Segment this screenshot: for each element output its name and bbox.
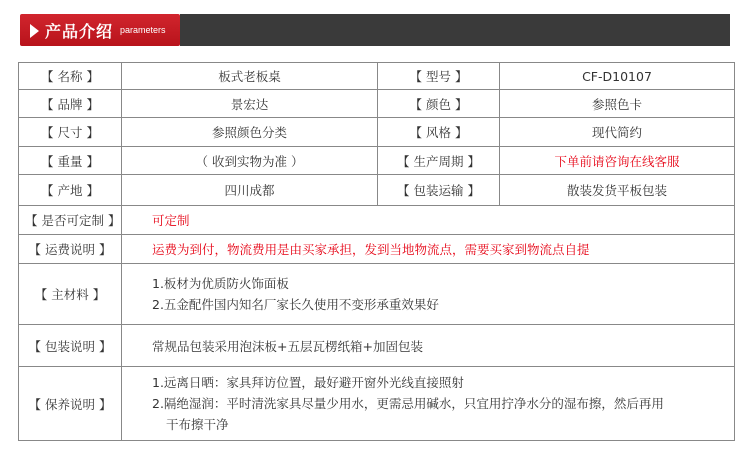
brand-label: 【 品牌 】 xyxy=(19,90,122,118)
table-row xyxy=(19,325,735,367)
custom-value: 可定制 xyxy=(122,206,735,235)
shipping-label: 【 包装运输 】 xyxy=(378,175,500,206)
table-row xyxy=(19,175,735,206)
care-line-1: 1.远离日晒：家具拜访位置，最好避开窗外光线直接照射 xyxy=(152,375,464,390)
style-value: 现代简约 xyxy=(500,118,735,147)
table-row xyxy=(19,235,735,264)
material-label: 【 主材料 】 xyxy=(19,264,122,325)
table-row xyxy=(19,147,735,175)
origin-label: 【 产地 】 xyxy=(19,175,122,206)
size-value: 参照颜色分类 xyxy=(122,118,378,147)
table-row xyxy=(19,264,735,325)
header-title: 产品介绍 xyxy=(45,22,114,41)
brand-value: 景宏达 xyxy=(122,90,378,118)
section-header xyxy=(0,14,750,48)
model-label: 【 型号 】 xyxy=(378,63,500,90)
style-label: 【 风格 】 xyxy=(378,118,500,147)
care-line-3: 干布擦干净 xyxy=(166,417,229,432)
table-row xyxy=(19,63,735,90)
care-label: 【 保养说明 】 xyxy=(19,367,122,441)
product-parameters-table xyxy=(18,62,735,441)
packing-label: 【 包装说明 】 xyxy=(19,325,122,367)
freight-value: 运费为到付，物流费用是由买家承担，发到当地物流点，需要买家到物流点自提 xyxy=(122,235,735,264)
freight-label: 【 运费说明 】 xyxy=(19,235,122,264)
triangle-arrow-icon xyxy=(30,24,39,38)
packing-value: 常规品包装采用泡沫板+五层瓦楞纸箱+加固包装 xyxy=(122,325,735,367)
material-line-1: 1.板材为优质防火饰面板 xyxy=(152,276,289,291)
header-dark-bar xyxy=(180,14,730,46)
header-subtitle: parameters xyxy=(120,25,166,35)
color-label: 【 颜色 】 xyxy=(378,90,500,118)
name-label: 【 名称 】 xyxy=(19,63,122,90)
care-line-2: 2.隔绝湿润：平时清洗家具尽量少用水，更需忌用碱水，只宜用拧净水分的湿布擦，然后再用 xyxy=(152,396,664,411)
size-label: 【 尺寸 】 xyxy=(19,118,122,147)
table-row xyxy=(19,118,735,147)
cycle-label: 【 生产周期 】 xyxy=(378,147,500,175)
weight-value: （ 收到实物为准 ） xyxy=(122,147,378,175)
model-value: CF-D10107 xyxy=(500,63,735,90)
table-row xyxy=(19,90,735,118)
material-line-2: 2.五金配件国内知名厂家长久使用不变形承重效果好 xyxy=(152,297,439,312)
color-value: 参照色卡 xyxy=(500,90,735,118)
origin-value: 四川成都 xyxy=(122,175,378,206)
weight-label: 【 重量 】 xyxy=(19,147,122,175)
table-row xyxy=(19,206,735,235)
cycle-value: 下单前请咨询在线客服 xyxy=(500,147,735,175)
shipping-value: 散装发货平板包装 xyxy=(500,175,735,206)
material-value xyxy=(122,264,735,325)
care-value xyxy=(122,367,735,441)
custom-label: 【 是否可定制 】 xyxy=(19,206,122,235)
name-value: 板式老板桌 xyxy=(122,63,378,90)
table-row xyxy=(19,367,735,441)
